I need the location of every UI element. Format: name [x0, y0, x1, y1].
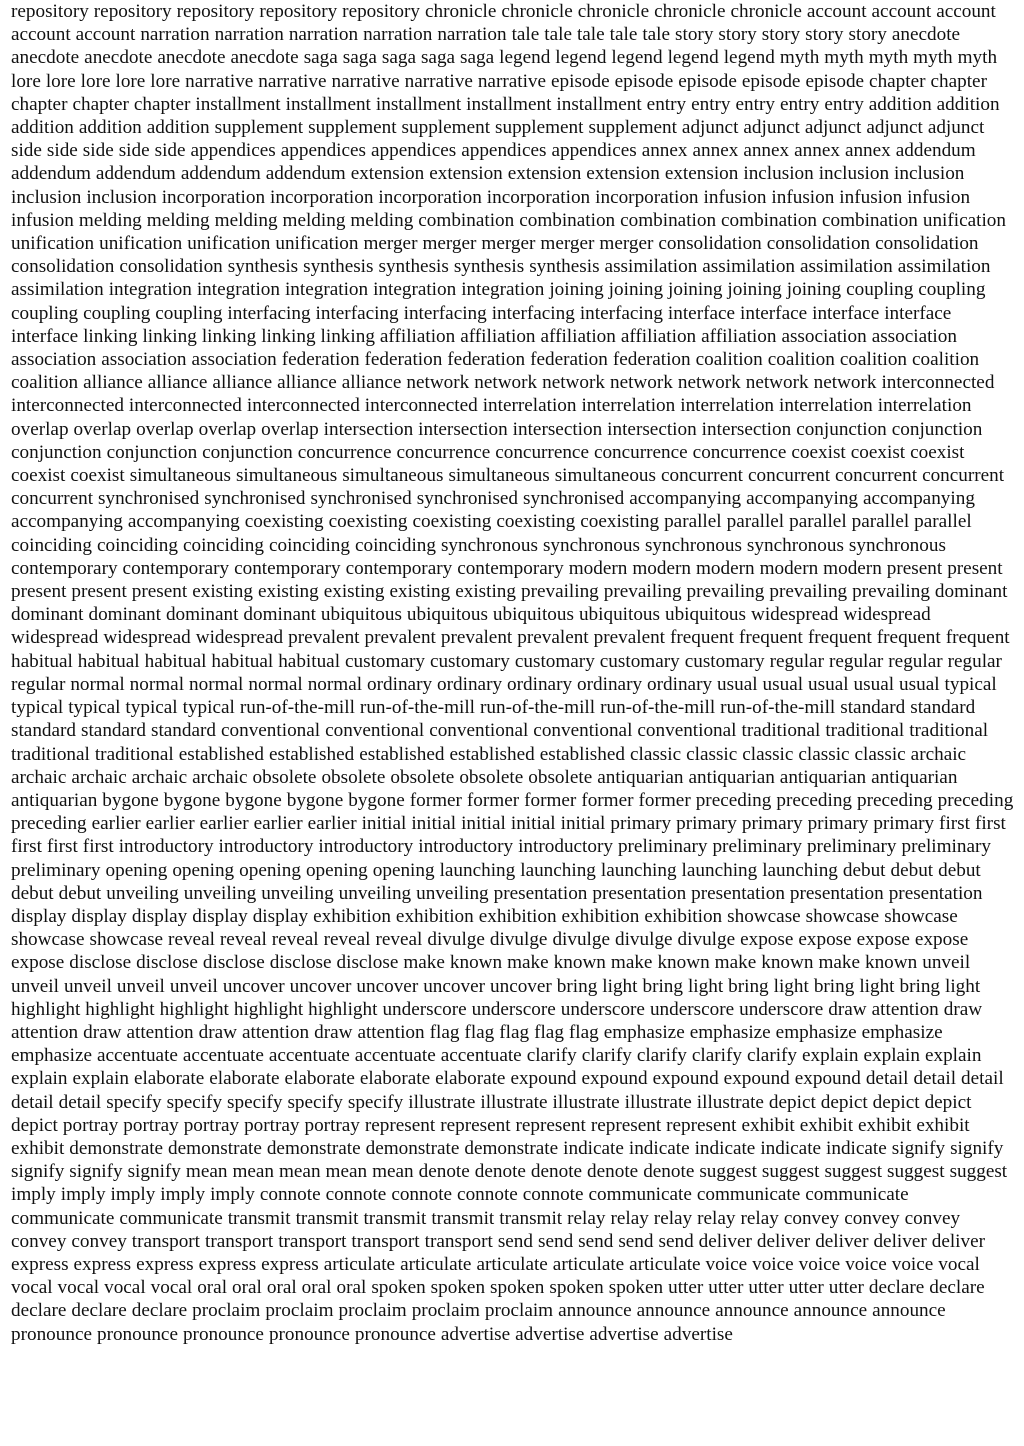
body-text: repository repository repository repository repository chronicle chronicle chronicle chronicle chronicle account account account account account narration narration narration narration narration tale tale tale tale tale story story story story story anecdote anecdote anecdote anecdote anecdote saga saga saga saga saga legend legend legend legend legend myth myth myth myth myth lore lore lore lore lore narrative narrative narrative narrative narrative episode episode episode episode episode chapter chapter chapter chapter chapter installment installment installment installment installment entry entry entry entry entry addition addition addition addition addition supplement supplement supplement supplement supplement adjunct adjunct adjunct adjunct adjunct side side side side side appendices appendices appendices appendices appendices annex annex annex annex annex addendum addendum addendum addendum addendum extension extension extension extension extension inclusion inclusion inclusion inclusion inclusion incorporation incorporation incorporation incorporation incorporation infusion infusion infusion infusion infusion melding melding melding melding melding combination combination combination combination combination unification unification unification unification unification merger merger merger merger merger consolidation consolidation consolidation consolidation consolidation synthesis synthesis synthesis synthesis synthesis assimilation assimilation assimilation assimilation assimilation integration integration integration integration integration joining joining joining joining joining coupling coupling coupling coupling coupling interfacing interfacing interfacing interfacing interfacing interface interface interface interface interface linking linking linking linking linking affiliation affiliation affiliation affiliation affiliation association association association association association federation federation federation federation federation coalition coalition coalition coalition coalition alliance alliance alliance alliance alliance network network network network network network network interconnected interconnected interconnected interconnected interconnected interrelation interrelation interrelation interrelation interrelation overlap overlap overlap overlap overlap intersection intersection intersection intersection intersection conjunction conjunction conjunction conjunction conjunction concurrence concurrence concurrence concurrence concurrence coexist coexist coexist coexist coexist simultaneous simultaneous simultaneous simultaneous simultaneous concurrent concurrent concurrent concurrent concurrent synchronised synchronised synchronised synchronised synchronised accompanying accompanying accompanying accompanying accompanying coexisting coexisting coexisting coexisting coexisting parallel parallel parallel parallel parallel coinciding coinciding coinciding coinciding coinciding synchronous synchronous synchronous synchronous synchronous contemporary contemporary contemporary contemporary contemporary modern modern modern modern modern present present present present present existing existing existing existing existing prevailing prevailing prevailing prevailing prevailing dominant dominant dominant dominant dominant ubiquitous ubiquitous ubiquitous ubiquitous ubiquitous widespread widespread widespread widespread widespread prevalent prevalent prevalent prevalent prevalent frequent frequent frequent frequent frequent habitual habitual habitual habitual habitual customary customary customary customary customary regular regular regular regular regular normal normal normal normal normal ordinary ordinary ordinary ordinary ordinary usual usual usual usual usual typical typical typical typical typical run-of-the-mill run-of-the-mill run-of-the-mill run-of-the-mill run-of-the-mill standard standard standard standard standard conventional conventional conventional conventional conventional traditional traditional traditional traditional traditional established established established established established classic classic classic classic classic archaic archaic archaic archaic archaic obsolete obsolete obsolete obsolete obsolete antiquarian antiquarian antiquarian antiquarian antiquarian bygone bygone bygone bygone bygone former former former former former preceding preceding preceding preceding preceding earlier earlier earlier earlier earlier initial initial initial initial initial primary primary primary primary primary first first first first first introductory introductory introductory introductory introductory preliminary preliminary preliminary preliminary preliminary opening opening opening opening opening launching launching launching launching launching debut debut debut debut debut unveiling unveiling unveiling unveiling unveiling presentation presentation presentation presentation presentation display display display display display exhibition exhibition exhibition exhibition exhibition showcase showcase showcase showcase showcase reveal reveal reveal reveal reveal divulge divulge divulge divulge divulge expose expose expose expose expose disclose disclose disclose disclose disclose make known make known make known make known make known unveil unveil unveil unveil unveil uncover uncover uncover uncover uncover bring light bring light bring light bring light bring light highlight highlight highlight highlight highlight underscore underscore underscore underscore underscore draw attention draw attention draw attention draw attention draw attention flag flag flag flag flag emphasize emphasize emphasize emphasize emphasize accentuate accentuate accentuate accentuate accentuate clarify clarify clarify clarify clarify explain explain explain explain explain elaborate elaborate elaborate elaborate elaborate expound expound expound expound expound detail detail detail detail detail specify specify specify specify specify illustrate illustrate illustrate illustrate illustrate depict depict depict depict depict portray portray portray portray portray represent represent represent represent represent exhibit exhibit exhibit exhibit exhibit demonstrate demonstrate demonstrate demonstrate demonstrate indicate indicate indicate indicate indicate signify signify signify signify signify mean mean mean mean mean denote denote denote denote denote suggest suggest suggest suggest suggest imply imply imply imply imply connote connote connote connote connote communicate communicate communicate communicate communicate transmit transmit transmit transmit transmit relay relay relay relay relay convey convey convey convey convey transport transport transport transport transport send send send send send deliver deliver deliver deliver deliver express express express express express articulate articulate articulate articulate articulate voice voice voice voice voice vocal vocal vocal vocal vocal oral oral oral oral oral spoken spoken spoken spoken spoken utter utter utter utter utter declare declare declare declare declare proclaim proclaim proclaim proclaim proclaim announce announce announce announce announce pronounce pronounce pronounce pronounce pronounce advertise advertise advertise advertise — [11, 1, 1014, 1345]
